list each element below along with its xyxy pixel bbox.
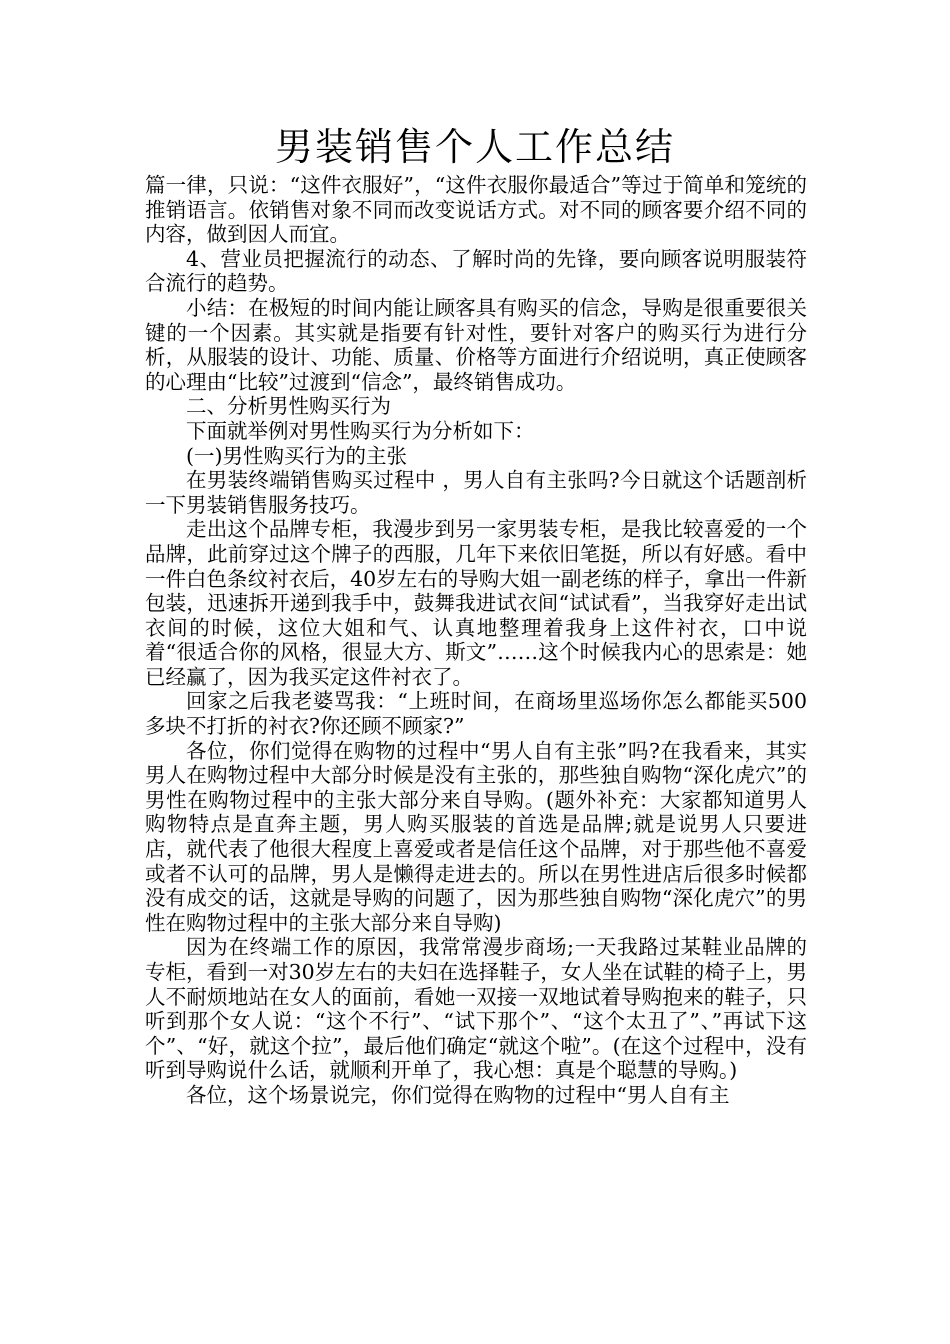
paragraph: 在男装终端销售购买过程中 ，男人自有主张吗?今日就这个话题剖析一下男装销售服务技巧。	[145, 468, 807, 517]
paragraph: 篇一律，只说：“这件衣服好”，“这件衣服你最适合”等过于简单和笼统的推销语言。依销售对象不同而改变说话方式。对不同的顾客要介绍不同的内容，做到因人而宜。	[145, 173, 807, 247]
paragraph: 回家之后我老婆骂我：“上班时间，在商场里巡场你怎么都能买500多块不打折的衬衣?你还顾不顾家?”	[145, 689, 807, 739]
document-title: 男装销售个人工作总结	[274, 125, 675, 169]
paragraph: 各位，这个场景说完，你们觉得在购物的过程中“男人自有主	[186, 1082, 730, 1107]
paragraph: 因为在终端工作的原因，我常常漫步商场;一天我路过某鞋业品牌的专柜，看到一对30岁左右的夫妇在选择鞋子，女人坐在试鞋的椅子上，男人不耐烦地站在女人的面前，看她一双接一双地试着导购抱来的鞋子，只听到那个女人说：“这个不行”、“试下那个”、“这个太丑了”、”再试下这个”、“好，就这个拉”，最后他们确定“就这个啦”。(在这个过程中，没有听到导购说什么话，就顺利开单了，我心想：真是个聪慧的导购。)	[145, 935, 807, 1083]
paragraph: 各位，你们觉得在购物的过程中“男人自有主张”吗?在我看来，其实男人在购物过程中大部分时候是没有主张的，那些独自购物“深化虎穴”的男性在购物过程中的主张大部分来自导购。(题外补充：大家都知道男人购物特点是直奔主题，男人购买服装的首选是品牌;就是说男人只要进店，就代表了他很大程度上喜爱或者是信任这个品牌，对于那些他不喜爱或者不认可的品牌，男人是懒得走进去的。所以在男性进店后很多时候都没有成交的话，这就是导购的问题了，因为那些独自购物“深化虎穴”的男性在购物过程中的主张大部分来自导购)	[145, 738, 807, 935]
document-body	[145, 173, 807, 1108]
section-heading: 二、分析男性购买行为	[186, 394, 391, 419]
paragraph: 小结：在极短的时间内能让顾客具有购买的信念，导购是很重要很关键的一个因素。其实就是指要有针对性，要针对客户的购买行为进行分析，从服装的设计、功能、质量、价格等方面进行介绍说明，真正使顾客的心理由“比较”过渡到“信念”，最终销售成功。	[145, 295, 807, 394]
paragraph: 下面就举例对男性购买行为分析如下：	[186, 418, 535, 443]
paragraph: 走出这个品牌专柜，我漫步到另一家男装专柜，是我比较喜爱的一个品牌，此前穿过这个牌子的西服，几年下来依旧笔挺，所以有好感。看中一件白色条纹衬衣后，40岁左右的导购大姐一副老练的样子，拿出一件新包装，迅速拆开递到我手中，鼓舞我进试衣间“试试看”，当我穿好走出试衣间的时候，这位大姐和气、认真地整理着我身上这件衬衣，口中说着“很适合你的风格，很显大方、斯文”……这个时候我内心的思索是：她已经赢了，因为我买定这件衬衣了。	[145, 517, 807, 689]
paragraph: 4、营业员把握流行的动态、了解时尚的先锋，要向顾客说明服装符合流行的趋势。	[145, 246, 807, 296]
subsection-heading: (一)男性购买行为的主张	[186, 443, 407, 468]
